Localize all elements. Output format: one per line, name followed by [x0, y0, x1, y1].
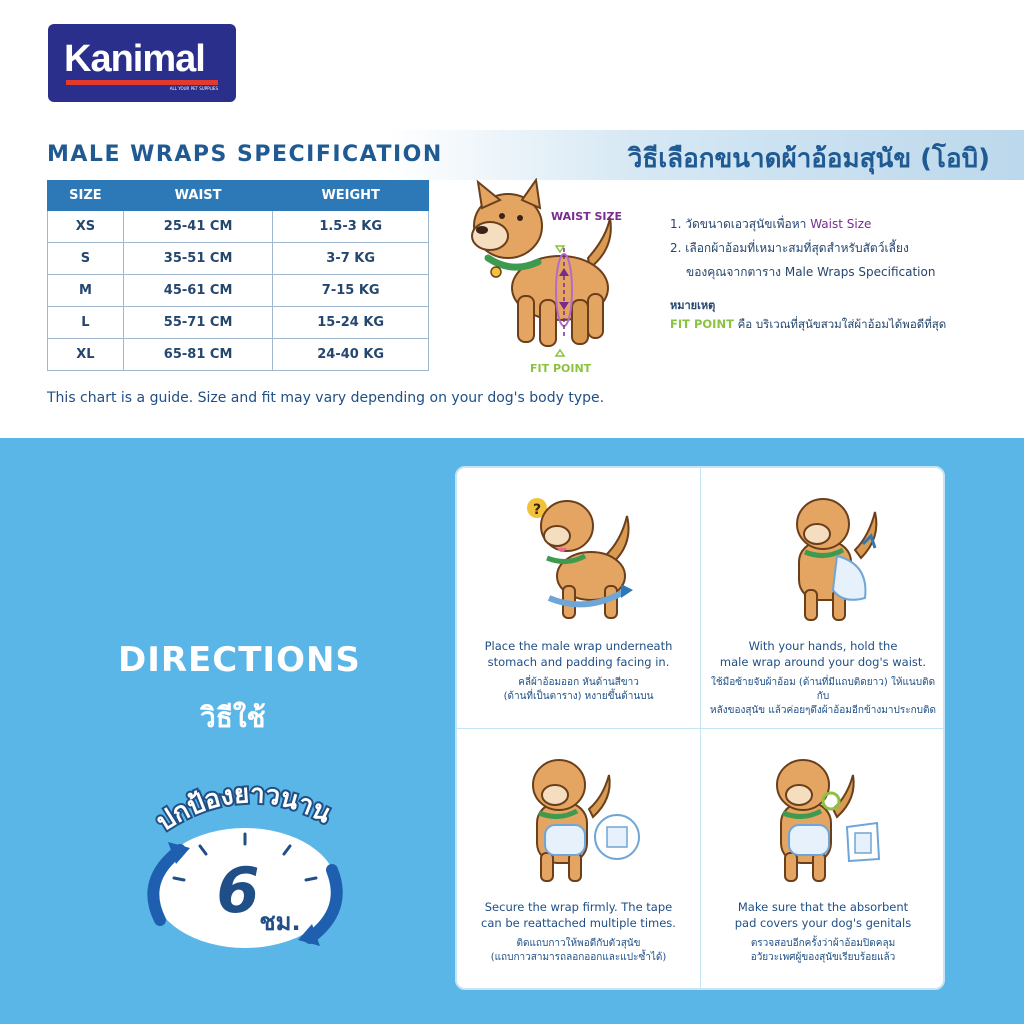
dog-step-4-illustration [753, 747, 893, 887]
card-3-instructions [463, 899, 694, 931]
card-2-instructions-thai [707, 676, 939, 718]
logo-wordmark: Kanimal [64, 38, 205, 80]
waist-cell: 65-81 CM [123, 339, 273, 371]
column-header: WAIST [123, 181, 273, 211]
direction-card-1 [457, 468, 701, 729]
table-row [48, 275, 429, 307]
column-header: SIZE [48, 181, 124, 211]
card-text-en: can be reattached multiple times. [481, 916, 676, 930]
card-text-en: Make sure that the absorbent [737, 900, 909, 914]
card-1-instructions [463, 638, 694, 670]
card-text-th: ติดแถบกาวให้พอดีกับตัวสุนัข [516, 938, 641, 949]
card-text-en: With your hands, hold the [748, 639, 898, 653]
kanimal-logo [48, 24, 236, 102]
note-body: คือ บริเวณที่สุนัขสวมใส่ผ้าอ้อมได้พอดีที่สุด [733, 317, 947, 331]
table-row [48, 339, 429, 371]
weight-cell: 24-40 KG [273, 339, 429, 371]
card-text-th: ใช้มือซ้ายจับผ้าอ้อม (ด้านที่มีแถบติดยาว) ให้แนบติดกับ [710, 677, 936, 702]
step-2-line-1: 2. เลือกผ้าอ้อมที่เหมาะสมที่สุดสำหรับสัตว์เลี้ยง [670, 241, 909, 255]
table-row [48, 211, 429, 243]
logo-tagline: ALL YOUR PET SUPPLIES [169, 86, 218, 91]
weight-cell: 1.5-3 KG [273, 211, 429, 243]
protection-6-hours-badge [120, 770, 370, 970]
guide-note: This chart is a guide. Size and fit may vary depending on your dog's body type. [47, 390, 605, 406]
direction-card-2 [701, 468, 945, 729]
waist-cell: 35-51 CM [123, 243, 273, 275]
card-4-instructions [707, 899, 939, 931]
size-table [47, 180, 429, 371]
card-text-th: ตรวจสอบอีกครั้งว่าผ้าอ้อมปิดคลุม [750, 938, 896, 949]
table-row [48, 307, 429, 339]
card-text-en: pad covers your dog's genitals [734, 916, 912, 930]
waist-cell: 45-61 CM [123, 275, 273, 307]
waist-cell: 55-71 CM [123, 307, 273, 339]
fit-point-label: FIT POINT [530, 362, 592, 375]
card-text-th: อวัยวะเพศผู้ของสุนัขเรียบร้อยแล้ว [750, 952, 896, 963]
directions-grid [455, 466, 945, 990]
size-table-header-row [48, 181, 429, 211]
weight-cell: 15-24 KG [273, 307, 429, 339]
card-text-en: male wrap around your dog's waist. [719, 655, 927, 669]
note-title: หมายเหตุ [670, 299, 716, 312]
measuring-dog-illustration [460, 178, 640, 378]
weight-cell: 7-15 KG [273, 275, 429, 307]
card-text-th: (ด้านที่เป็นตาราง) หงายขึ้นด้านบน [503, 691, 654, 702]
step-1-text: 1. วัดขนาดเอวสุนัขเพื่อหา [670, 217, 811, 231]
size-cell: M [48, 275, 124, 307]
step-2-line-2: ของคุณจากตาราง Male Wraps Specification [686, 265, 936, 279]
card-text-en: Place the male wrap underneath [484, 639, 673, 653]
card-text-th: คลี่ผ้าอ้อมออก หันด้านสีขาว [518, 677, 639, 688]
directions-title: DIRECTIONS [118, 640, 361, 680]
spec-title: MALE WRAPS SPECIFICATION [47, 142, 443, 167]
size-cell: XS [48, 211, 124, 243]
table-row [48, 243, 429, 275]
direction-card-4 [701, 729, 945, 990]
step-1 [670, 212, 935, 236]
card-text-th: (แถบกาวสามารถลอกออกและแปะซ้ำได้) [490, 952, 667, 963]
logo-underline [66, 80, 218, 85]
card-text-th: หลังของสุนัข แล้วค่อยๆดึงผ้าอ้อมอีกข้างมาประกบติด [710, 705, 936, 716]
directions-title-thai: วิธีใช้ [200, 701, 266, 734]
badge-unit: ชม. [259, 908, 301, 936]
note-highlight: FIT POINT [670, 317, 734, 331]
badge-arc-text: ปกป้องยาวนาน [151, 779, 336, 838]
svg-text:?: ? [532, 502, 542, 518]
step-1-highlight: Waist Size [810, 217, 872, 231]
card-2-instructions [707, 638, 939, 670]
card-text-en: stomach and padding facing in. [487, 655, 670, 669]
column-header: WEIGHT [273, 181, 429, 211]
weight-cell: 3-7 KG [273, 243, 429, 275]
waist-cell: 25-41 CM [123, 211, 273, 243]
card-3-instructions-thai [463, 937, 694, 965]
waist-size-label: WAIST SIZE [551, 210, 623, 223]
note-text [670, 316, 946, 334]
dog-step-1-illustration [509, 486, 649, 626]
card-text-en: Secure the wrap firmly. The tape [484, 900, 673, 914]
card-4-instructions-thai [707, 937, 939, 965]
size-cell: XL [48, 339, 124, 371]
dog-step-2-illustration [753, 486, 893, 626]
direction-card-3 [457, 729, 701, 990]
badge-number: 6 [216, 854, 260, 927]
size-cell: L [48, 307, 124, 339]
measuring-steps [670, 212, 935, 284]
card-1-instructions-thai [463, 676, 694, 704]
size-cell: S [48, 243, 124, 275]
spec-title-thai: วิธีเลือกขนาดผ้าอ้อมสุนัข (โอบิ) [627, 144, 990, 174]
dog-step-3-illustration [509, 747, 649, 887]
